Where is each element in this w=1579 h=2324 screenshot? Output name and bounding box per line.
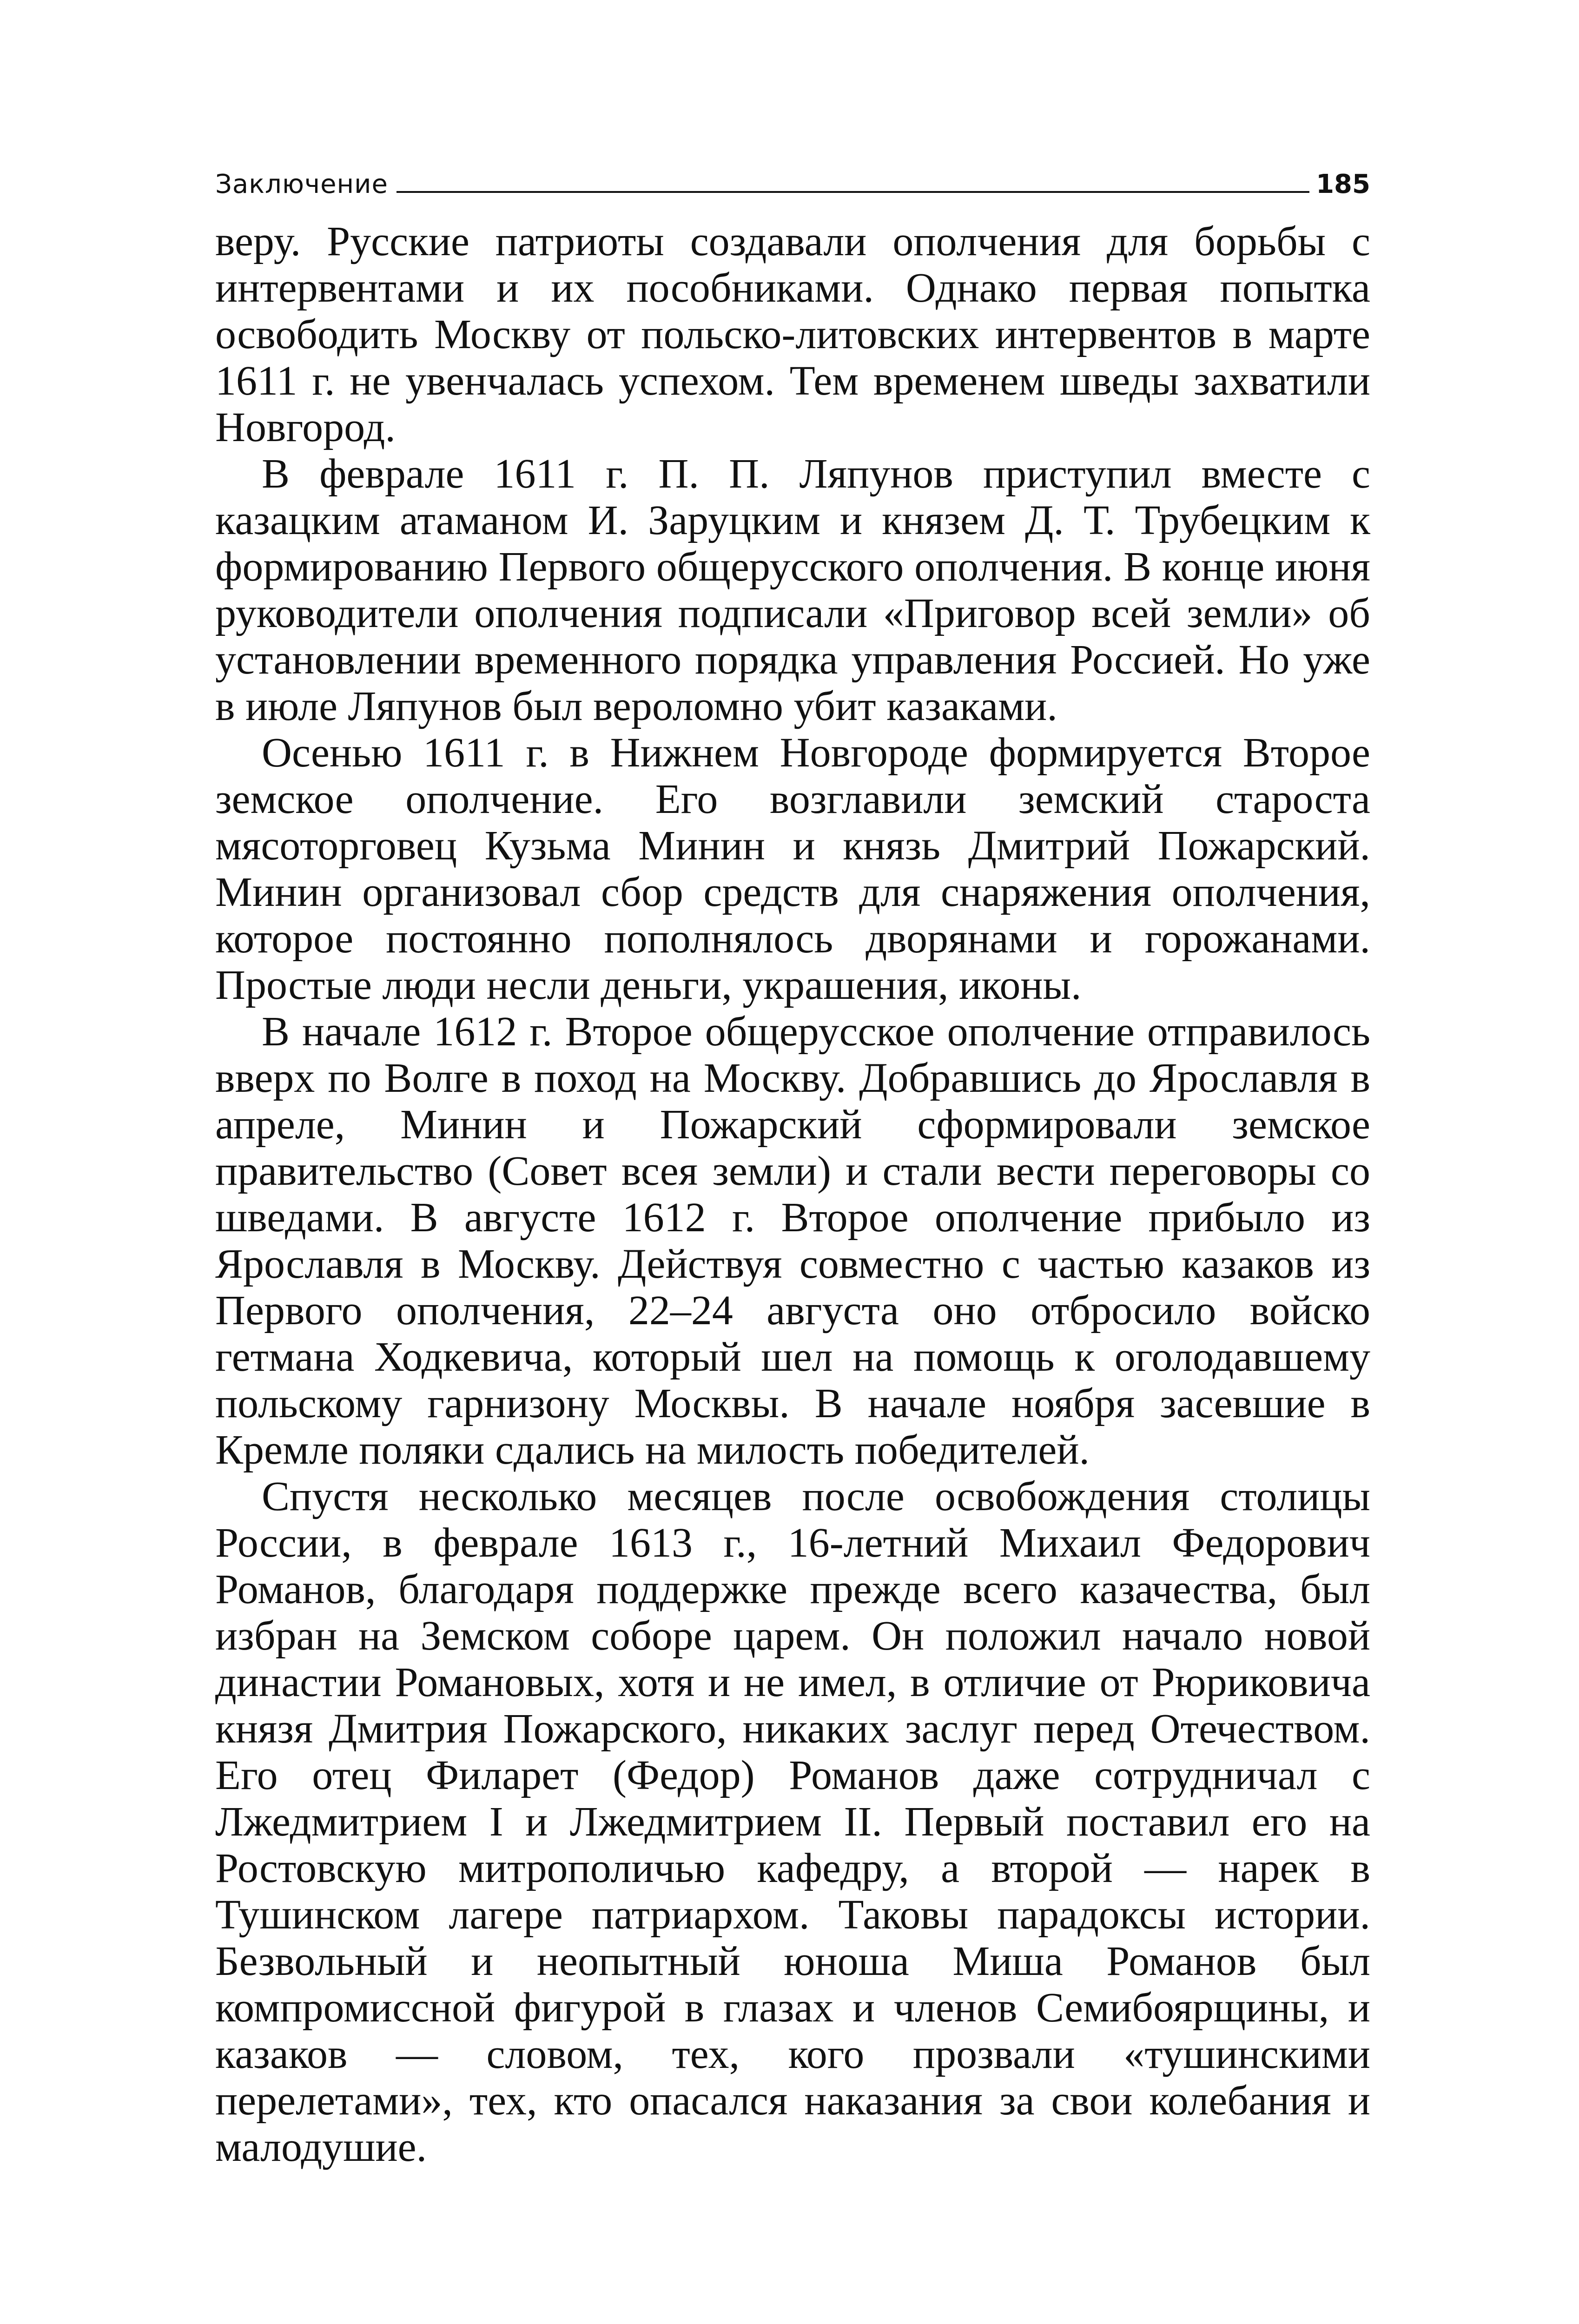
running-header xyxy=(215,156,1370,198)
page-number: 185 xyxy=(1316,169,1370,199)
paragraph-romanov-election: Спустя несколько месяцев после освобождения столицы России, в феврале 1613 г., 16-летний Михаил Федорович Романов, благодаря поддержке прежде всего казачества, был избран на Земском соборе царем. Он положил начало новой династии Романовых, хотя и не имел, в отличие от Рюриковича князя Дмитрия Пожарского, никаких заслуг перед Отечеством. Его отец Филарет (Федор) Романов даже сотрудничал с Лжедмитрием I и Лжедмитрием II. Первый поставил его на Ростовскую митрополичью кафедру, а второй — нарек в Тушинском лагере патриархом. Таковы парадоксы истории. Безвольный и неопытный юноша Миша Романов был компромиссной фигурой в глазах и членов Семибоярщины, и казаков — словом, тех, кого прозвали «тушинскими перелетами», тех, кто опасался наказания за свои колебания и малодушие. xyxy=(215,1473,1370,2170)
paragraph-march-on-moscow: В начале 1612 г. Второе общерусское ополчение отправилось вверх по Волге в поход на Москву. Добравшись до Ярославля в апреле, Минин и Пожарский сформировали земское правительство (Совет всея земли) и стали вести переговоры со шведами. В августе 1612 г. Второе ополчение прибыло из Ярославля в Москву. Действуя совместно с частью казаков из Первого ополчения, 22–24 августа оно отбросило войско гетмана Ходкевича, который шел на помощь к оголодавшему польскому гарнизону Москвы. В начале ноября засевшие в Кремле поляки сдались на милость победителей. xyxy=(215,1009,1370,1473)
header-rule xyxy=(396,191,1309,193)
paragraph-second-militia: Осенью 1611 г. в Нижнем Новгороде формируется Второе земское ополчение. Его возглавили земский староста мясоторговец Кузьма Минин и князь Дмитрий Пожарский. Минин организовал сбор средств для снаряжения ополчения, которое постоянно пополнялось дворянами и горожанами. Простые люди несли деньги, украшения, иконы. xyxy=(215,730,1370,1008)
paragraph-lyapunov: В феврале 1611 г. П. П. Ляпунов приступил вместе с казацким атаманом И. Заруцким и князем Д. Т. Трубецким к формированию Первого общерусского ополчения. В конце июня руководители ополчения подписали «Приговор всей земли» об установлении временного порядка управления Россией. Но уже в июле Ляпунов был вероломно убит казаками. xyxy=(215,451,1370,729)
paragraph-continued: веру. Русские патриоты создавали ополчения для борьбы с интервентами и их пособниками. Однако первая попытка освободить Москву от польско-литовских интервентов в марте 1611 г. не увенчалась успехом. Тем временем шведы захватили Новгород. xyxy=(215,218,1370,450)
body-text xyxy=(215,218,1370,2171)
section-title: Заключение xyxy=(215,169,388,199)
